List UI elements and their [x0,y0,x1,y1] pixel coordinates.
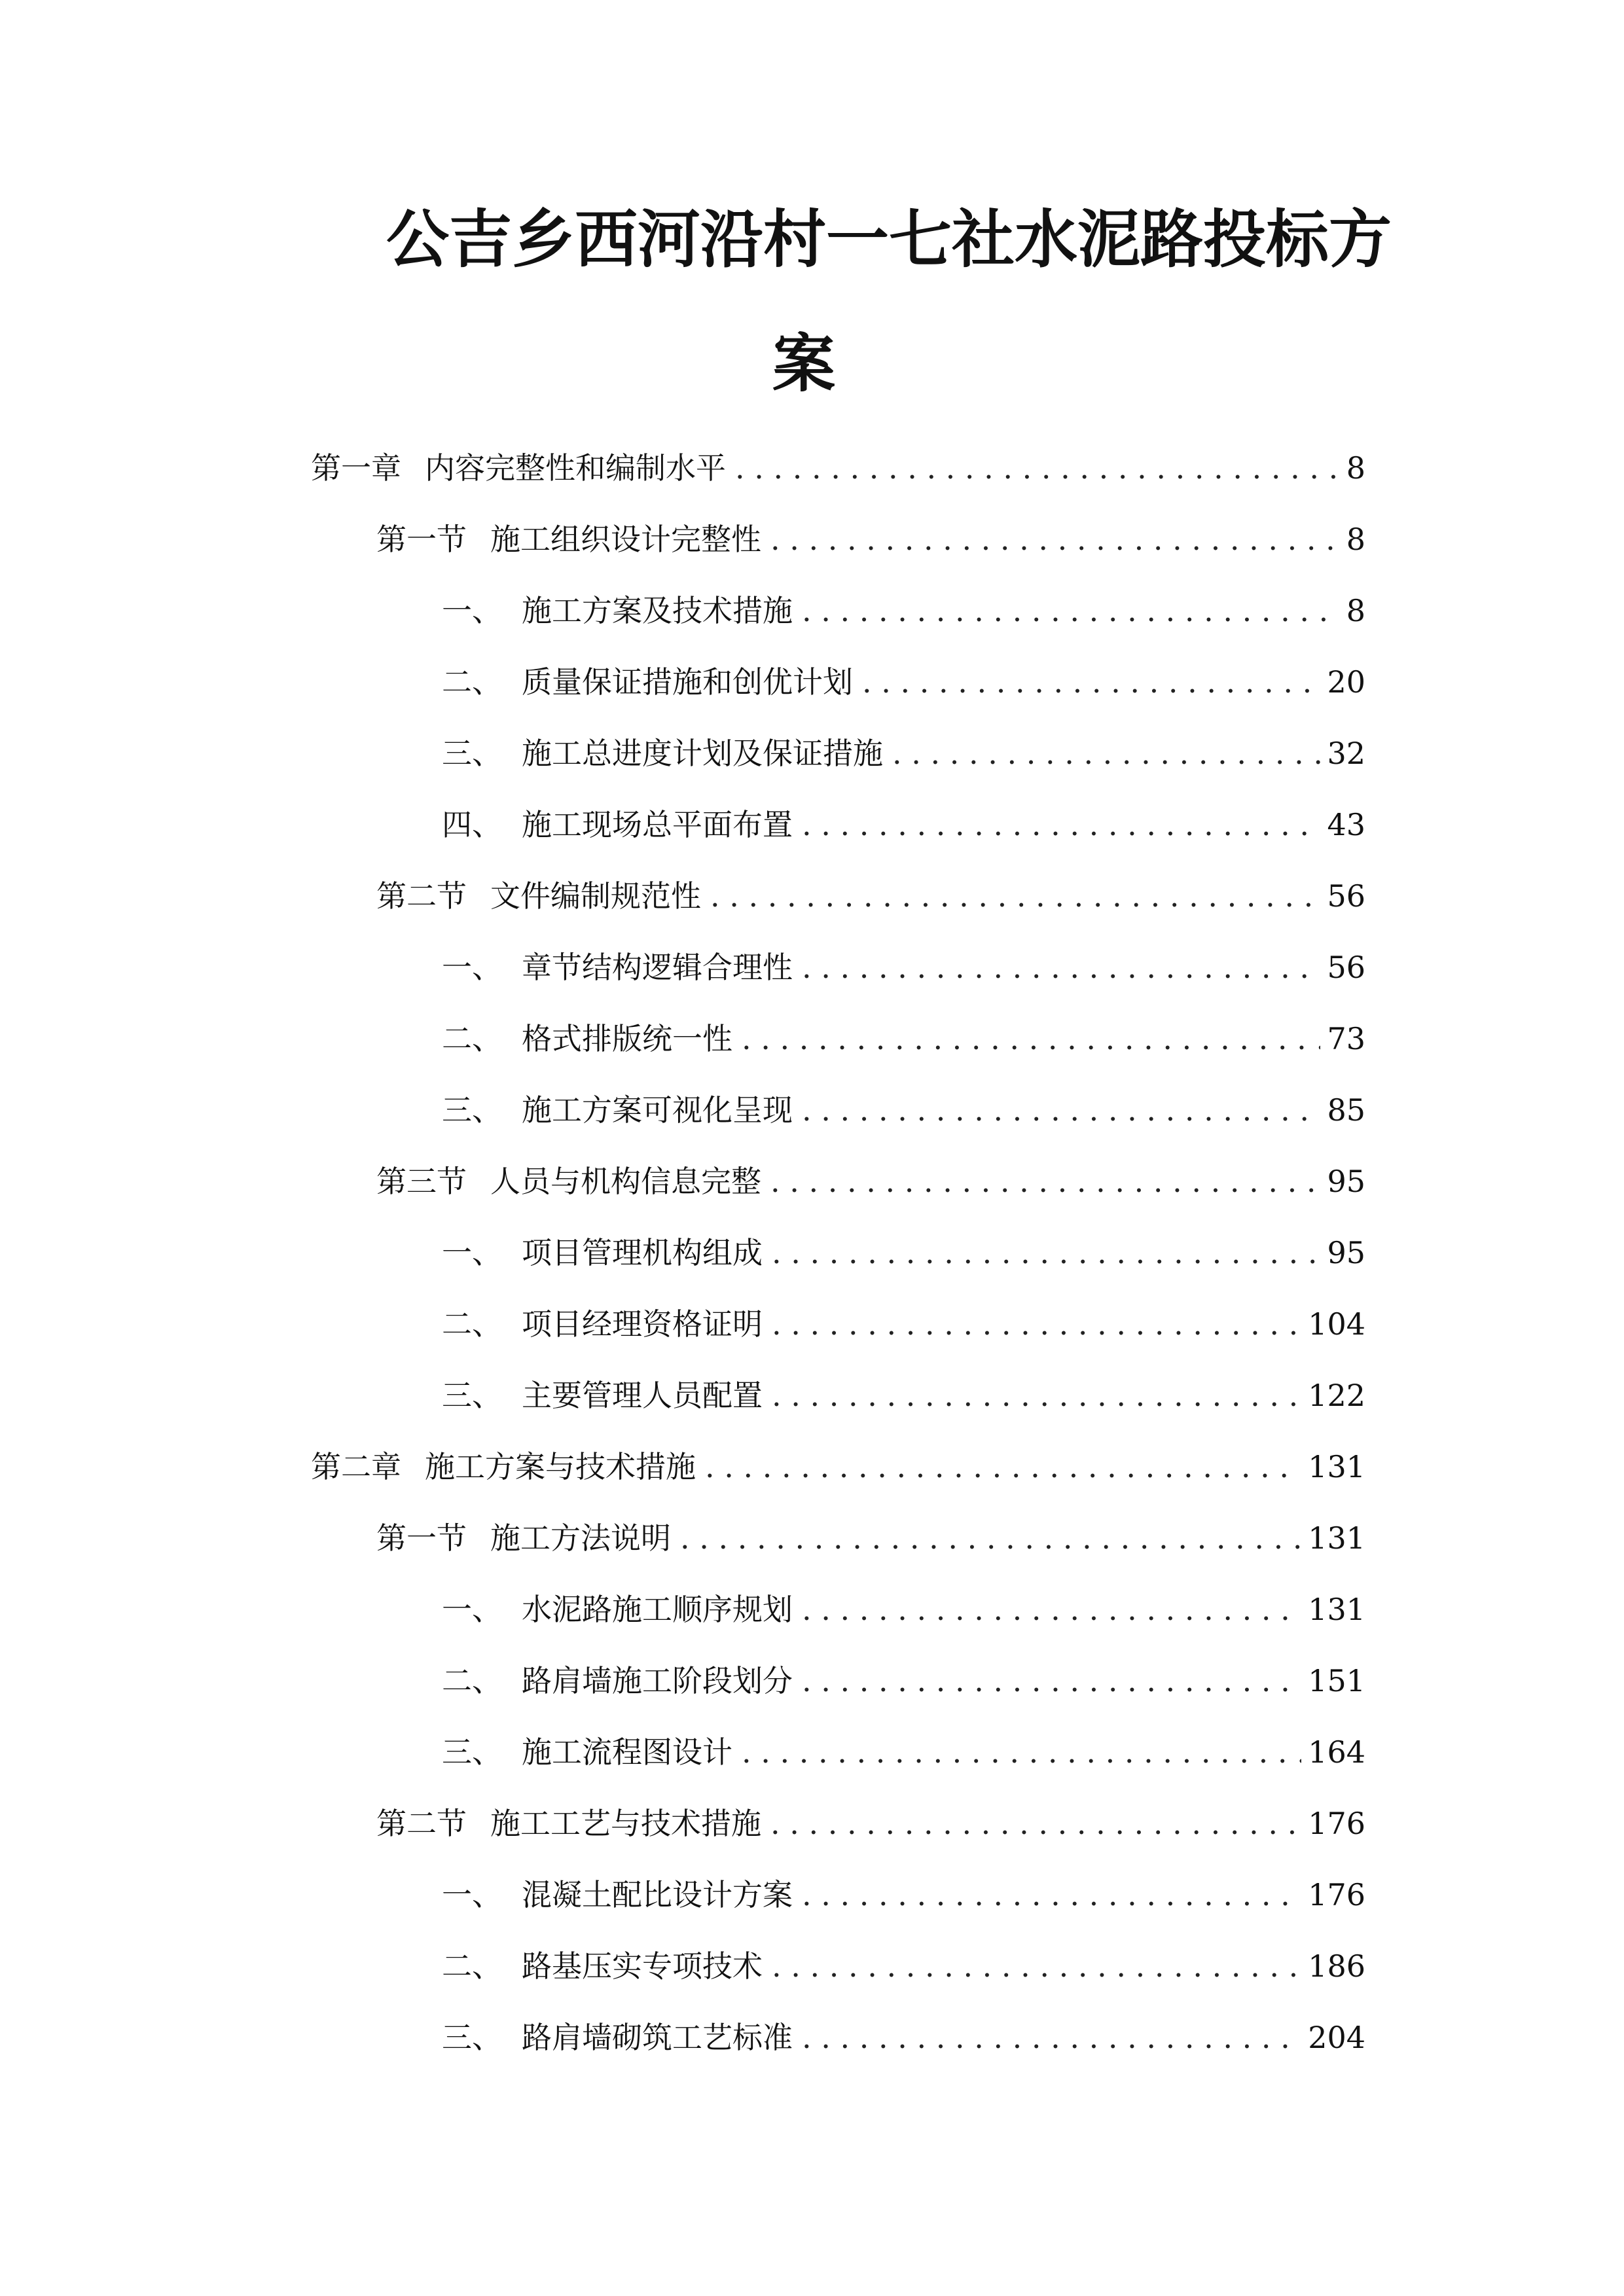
toc-entry-title: 格式排版统一性 [522,1021,732,1056]
toc-entry-number: 一、 [442,950,502,985]
toc-entry-page: 8 [1346,522,1365,557]
toc-leader-dots [862,662,1320,702]
toc-entry-page: 186 [1308,1948,1365,1984]
toc-entry-page: 104 [1308,1306,1365,1342]
toc-entry-title: 内容完整性和编制水平 [425,450,726,486]
toc-entry-number: 一、 [442,1235,502,1270]
toc-entry-title: 章节结构逻辑合理性 [522,950,793,985]
toc-entry-page: 176 [1308,1877,1365,1912]
toc-entry[interactable] [442,948,1365,987]
toc-entry-page: 20 [1327,664,1365,700]
toc-entry-number: 二、 [442,1306,502,1342]
toc-entry[interactable] [376,876,1365,916]
toc-leader-dots [802,1875,1301,1914]
toc-entry-number: 二、 [442,664,502,700]
toc-entry-title: 施工流程图设计 [522,1734,732,1770]
toc-entry-number: 四、 [442,807,502,842]
toc-entry[interactable] [442,662,1365,702]
toc-entry-page: 204 [1308,2020,1365,2055]
toc-leader-dots [772,1376,1301,1415]
toc-entry-number: 三、 [442,1734,502,1770]
toc-entry-title: 路基压实专项技术 [522,1948,763,1984]
toc-entry-title: 施工工艺与技术措施 [490,1806,761,1841]
toc-entry-title: 施工方案可视化呈现 [522,1092,793,1128]
toc-entry-page: 176 [1308,1806,1365,1841]
toc-entry-page: 164 [1308,1734,1365,1770]
toc-leader-dots [802,1590,1301,1629]
toc-entry-page: 56 [1327,878,1365,914]
toc-entry-page: 131 [1308,1592,1365,1627]
toc-entry-number: 第一节 [376,1520,467,1556]
toc-entry-number: 二、 [442,1021,502,1056]
toc-entry-title: 施工方案与技术措施 [425,1449,696,1484]
toc-entry[interactable] [442,1875,1365,1914]
toc-entry-number: 第二章 [311,1449,401,1484]
toc-entry-page: 131 [1308,1520,1365,1556]
toc-entry[interactable] [442,805,1365,844]
toc-entry[interactable] [442,1304,1365,1344]
toc-entry[interactable] [442,1233,1365,1272]
toc-leader-dots [770,1162,1320,1201]
toc-leader-dots [802,805,1320,844]
toc-entry-number: 三、 [442,736,502,771]
toc-leader-dots [802,948,1320,987]
toc-entry[interactable] [311,1447,1365,1486]
toc-leader-dots [680,1518,1301,1558]
document-title-line-2: 案 [772,327,835,401]
toc-entry-title: 施工现场总平面布置 [522,807,793,842]
toc-leader-dots [892,734,1320,773]
toc-leader-dots [772,1233,1320,1272]
toc-leader-dots [802,1661,1301,1700]
toc-entry-title: 路肩墙砌筑工艺标准 [522,2020,793,2055]
toc-entry[interactable] [376,1518,1365,1558]
toc-entry-number: 一、 [442,1592,502,1627]
toc-entry-number: 一、 [442,1877,502,1912]
toc-leader-dots [802,1090,1320,1130]
toc-entry-number: 第二节 [376,878,467,914]
toc-entry-title: 施工组织设计完整性 [490,522,761,557]
toc-entry-number: 三、 [442,1378,502,1413]
toc-entry-page: 32 [1327,736,1365,771]
toc-entry-page: 56 [1327,950,1365,985]
toc-leader-dots [742,1019,1320,1058]
toc-leader-dots [770,520,1339,559]
toc-entry[interactable] [376,520,1365,559]
toc-leader-dots [710,876,1320,916]
toc-entry-number: 第一节 [376,522,467,557]
toc-entry[interactable] [442,1946,1365,1986]
toc-leader-dots [772,1304,1301,1344]
toc-entry[interactable] [442,591,1365,630]
toc-entry-number: 第一章 [311,450,401,486]
toc-entry[interactable] [311,448,1365,488]
toc-entry-page: 43 [1327,807,1365,842]
toc-entry-title: 路肩墙施工阶段划分 [522,1663,793,1698]
toc-entry[interactable] [442,734,1365,773]
toc-entry-number: 三、 [442,1092,502,1128]
toc-entry[interactable] [442,1019,1365,1058]
toc-entry-number: 二、 [442,1948,502,1984]
toc-entry-page: 151 [1308,1663,1365,1698]
toc-entry[interactable] [442,1661,1365,1700]
toc-entry-number: 一、 [442,593,502,628]
toc-entry-number: 第二节 [376,1806,467,1841]
toc-entry[interactable] [376,1162,1365,1201]
toc-leader-dots [742,1732,1301,1772]
toc-leader-dots [735,448,1339,488]
toc-leader-dots [802,2018,1301,2057]
toc-entry-number: 三、 [442,2020,502,2055]
toc-leader-dots [770,1804,1301,1843]
toc-entry-page: 85 [1327,1092,1365,1128]
toc-entry-title: 混凝土配比设计方案 [522,1877,793,1912]
toc-entry-title: 施工方案及技术措施 [522,593,793,628]
toc-entry-title: 施工方法说明 [490,1520,671,1556]
toc-entry-title: 主要管理人员配置 [522,1378,763,1413]
toc-entry[interactable] [376,1804,1365,1843]
toc-entry[interactable] [442,2018,1365,2057]
toc-entry-title: 水泥路施工顺序规划 [522,1592,793,1627]
toc-entry[interactable] [442,1376,1365,1415]
toc-entry-title: 项目经理资格证明 [522,1306,763,1342]
toc-entry-page: 8 [1346,593,1365,628]
toc-leader-dots [705,1447,1301,1486]
toc-leader-dots [772,1946,1301,1986]
toc-entry-page: 95 [1327,1235,1365,1270]
toc-entry-number: 第三节 [376,1164,467,1199]
toc-entry-page: 95 [1327,1164,1365,1199]
toc-entry-page: 73 [1327,1021,1365,1056]
toc-entry-title: 质量保证措施和创优计划 [522,664,853,700]
toc-leader-dots [802,591,1339,630]
toc-entry-title: 施工总进度计划及保证措施 [522,736,883,771]
toc-entry-page: 131 [1308,1449,1365,1484]
toc-entry[interactable] [442,1732,1365,1772]
document-title-line-1: 公吉乡西河沿村一七社水泥路投标方 [386,202,1392,276]
toc-entry-page: 122 [1308,1378,1365,1413]
toc-entry-title: 项目管理机构组成 [522,1235,763,1270]
toc-entry[interactable] [442,1090,1365,1130]
toc-entry-page: 8 [1346,450,1365,486]
toc-entry-number: 二、 [442,1663,502,1698]
toc-entry-title: 人员与机构信息完整 [490,1164,761,1199]
toc-entry[interactable] [442,1590,1365,1629]
toc-entry-title: 文件编制规范性 [490,878,701,914]
